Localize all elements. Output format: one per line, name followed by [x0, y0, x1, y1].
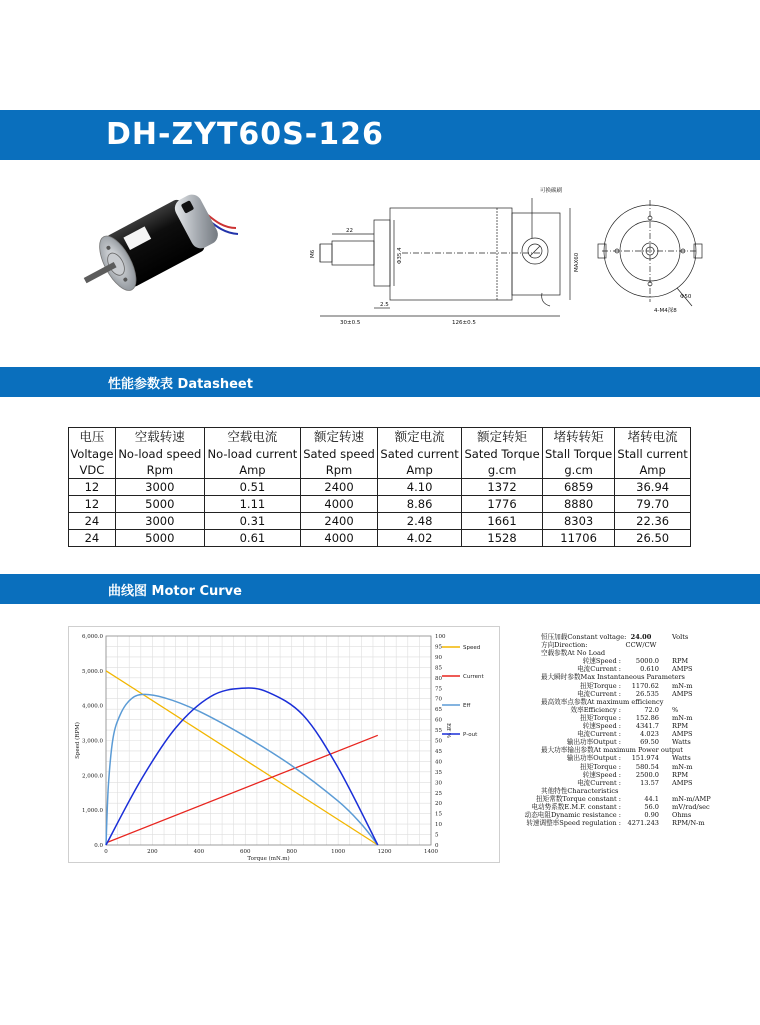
header-cell: Rpm [301, 462, 378, 479]
y2-tick-label: 90 [435, 654, 442, 661]
param-value: 4.023 [640, 730, 659, 739]
param-row [541, 714, 741, 722]
chart-svg [69, 627, 499, 862]
table-cell: 36.94 [615, 479, 691, 496]
param-unit: AMPS [672, 665, 693, 674]
param-unit: mN-m/AMP [672, 794, 711, 803]
table-cell: 1372 [462, 479, 543, 496]
param-label: 转速调整率Speed regulation : [526, 819, 621, 828]
param-unit: RPM [672, 657, 689, 666]
y2-tick-label: 100 [435, 634, 446, 640]
param-label: 其他特性Characteristics [541, 786, 619, 795]
y2-tick-label: 95 [435, 644, 442, 651]
drawing-label-phi50: Φ50 [680, 294, 692, 300]
param-value: 0.610 [640, 665, 659, 674]
param-unit: Watts [672, 754, 691, 763]
table-cell: 5000 [115, 496, 204, 513]
table-cell: 12 [69, 479, 116, 496]
param-label: 电流Current : [577, 689, 621, 698]
motor-curve-chart [68, 626, 500, 863]
header-cell: 堵转转矩 [542, 428, 614, 447]
y2-tick-label: 55 [435, 728, 442, 735]
y2-tick-label: 65 [435, 707, 442, 714]
param-row [531, 802, 741, 811]
param-unit: mN-m [672, 681, 693, 690]
param-label: 电动势系数E.M.F. constant : [531, 802, 621, 811]
param-row [541, 682, 741, 690]
param-row [541, 771, 741, 779]
y-tick-label: 6,000.0 [82, 634, 103, 640]
param-unit: mV/rad/sec [672, 802, 710, 811]
param-value: 56.0 [644, 802, 659, 811]
header-cell: No-load speed [115, 446, 204, 462]
drawing-label-brush: 可换碳刷 [540, 188, 563, 194]
table-cell: 8880 [542, 496, 614, 513]
header-cell: 堵转电流 [615, 428, 691, 447]
drawing-label-m6: M6 [310, 249, 316, 258]
param-value: 151.974 [631, 754, 659, 763]
param-unit: mN-m [672, 762, 693, 771]
table-cell: 11706 [542, 530, 614, 547]
param-label: 最大功率输出参数At maximum Power output [541, 746, 683, 755]
header-cell: 空载转速 [115, 428, 204, 447]
table-cell: 22.36 [615, 513, 691, 530]
param-value: CCW/CW [625, 641, 657, 650]
table-cell: 4.02 [378, 530, 462, 547]
param-row [541, 698, 741, 706]
param-row [541, 779, 741, 787]
table-cell: 4000 [301, 530, 378, 547]
param-row [541, 722, 741, 730]
param-value: 26.535 [635, 689, 659, 698]
header-row-cn [69, 428, 691, 447]
x-tick-label: 0 [104, 849, 108, 855]
header-cell: Stall current [615, 446, 691, 462]
x-tick-label: 600 [240, 849, 251, 855]
table-cell: 0.61 [204, 530, 300, 547]
series-line-speed [106, 671, 378, 845]
param-label: 扭矩Torque : [580, 762, 621, 771]
drawing-label-m4: 4-M4深8 [654, 308, 677, 314]
table-cell: 8.86 [378, 496, 462, 513]
param-label: 最大瞬时参数Max Instantaneous Parameters [541, 673, 685, 682]
param-row [541, 787, 741, 795]
param-unit: Ohms [672, 811, 692, 820]
header-cell: Stall Torque [542, 446, 614, 462]
param-value: 152.86 [635, 713, 659, 722]
param-row [541, 673, 741, 681]
header-cell: 空载电流 [204, 428, 300, 447]
y2-tick-label: 45 [435, 748, 442, 755]
header-row-unit [69, 462, 691, 479]
y-tick-label: 3,000.0 [82, 738, 103, 745]
y2-tick-label: 30 [435, 780, 442, 787]
title-banner [0, 110, 760, 160]
table-cell: 4.10 [378, 479, 462, 496]
param-unit: AMPS [672, 689, 693, 698]
y2-tick-label: 35 [435, 769, 442, 776]
header-cell: Sated current [378, 446, 462, 462]
param-unit: AMPS [672, 778, 693, 787]
y-tick-label: 4,000.0 [82, 703, 103, 710]
table-cell: 5000 [115, 530, 204, 547]
param-value: 69.50 [640, 738, 659, 747]
x-tick-label: 1200 [377, 849, 392, 855]
param-unit: RPM [672, 722, 689, 731]
param-row [524, 811, 741, 820]
param-row [541, 641, 741, 649]
param-unit: RPM/N-m [672, 819, 705, 828]
table-cell: 24 [69, 513, 116, 530]
param-label: 空载参数At No Load [541, 649, 606, 658]
header-cell: 额定转矩 [462, 428, 543, 447]
param-row [541, 649, 741, 657]
y-tick-label: 0.0 [94, 843, 103, 849]
header-cell: No-load current [204, 446, 300, 462]
param-label: 动态电阻Dynamic resistance : [524, 811, 621, 820]
table-row [69, 496, 691, 513]
motor-curve-banner [0, 574, 760, 604]
table-cell: 0.51 [204, 479, 300, 496]
parameters-panel [524, 633, 741, 828]
table-cell: 4000 [301, 496, 378, 513]
x-axis-label: Torque (mN.m) [247, 856, 290, 862]
table-cell: 12 [69, 496, 116, 513]
datasheet-heading: 性能参数表 Datasheet [108, 377, 253, 392]
param-unit: Volts [672, 633, 689, 641]
y2-tick-label: 25 [435, 790, 442, 797]
table-cell: 1528 [462, 530, 543, 547]
header-cell: Sated speed [301, 446, 378, 462]
x-tick-label: 800 [286, 849, 297, 855]
datasheet-table [68, 427, 691, 547]
drawing-label-max60: MAX60 [574, 252, 580, 272]
param-label: 转速Speed : [582, 657, 621, 666]
param-label: 方向Direction: [541, 641, 588, 650]
x-tick-label: 1000 [331, 849, 346, 855]
header-cell: 电压 [69, 428, 116, 447]
param-label: 转速Speed : [582, 722, 621, 731]
header-cell: g.cm [462, 462, 543, 479]
y2-tick-label: 70 [435, 696, 442, 703]
technical-drawing [302, 178, 712, 328]
param-label: 效率Efficiency : [570, 705, 621, 714]
drawing-label-126: 126±0.5 [452, 320, 476, 326]
param-label: 电流Current : [577, 778, 621, 787]
param-value: 44.1 [644, 794, 659, 803]
table-cell: 1776 [462, 496, 543, 513]
y-tick-label: 2,000.0 [82, 773, 103, 780]
y2-tick-label: 20 [435, 801, 442, 808]
y2-tick-label: 0 [435, 843, 439, 849]
table-cell: 2400 [301, 479, 378, 496]
param-label: 输出功率Output : [566, 754, 621, 763]
param-row [541, 706, 741, 714]
table-cell: 24 [69, 530, 116, 547]
table-cell: 1661 [462, 513, 543, 530]
datasheet-banner [0, 367, 760, 397]
param-value: 13.57 [640, 778, 659, 787]
drawing-label-phi35: Φ35.4 [397, 247, 403, 264]
param-row [541, 657, 741, 665]
param-row [541, 754, 741, 762]
drawing-label-2-5: 2.5 [380, 302, 389, 308]
motor-photo [68, 168, 248, 318]
table-cell: 2.48 [378, 513, 462, 530]
param-value: 24.00 [630, 633, 652, 641]
motor-curve-heading: 曲线图 Motor Curve [108, 584, 242, 599]
param-label: 电流Current : [577, 665, 621, 674]
table-cell: 6859 [542, 479, 614, 496]
y-tick-label: 5,000.0 [82, 668, 103, 675]
y2-tick-label: 10 [435, 822, 442, 829]
param-label: 电流Current : [577, 730, 621, 739]
table-cell: 8303 [542, 513, 614, 530]
y2-tick-label: 15 [435, 811, 442, 818]
table-cell: 3000 [115, 513, 204, 530]
x-tick-label: 200 [147, 849, 158, 855]
x-tick-label: 1400 [424, 849, 438, 855]
header-cell: 额定电流 [378, 428, 462, 447]
param-unit: mN-m [672, 713, 693, 722]
param-row [541, 730, 741, 738]
param-label: 恒压加载Constant voltage: [541, 633, 627, 641]
param-value: 1170.62 [631, 681, 659, 690]
table-cell: 3000 [115, 479, 204, 496]
series-line-current [106, 735, 378, 843]
drawing-label-30: 30±0.5 [340, 320, 361, 326]
legend-label-speed: Speed [463, 645, 481, 651]
table-row [69, 513, 691, 530]
drawing-label-22: 22 [346, 228, 353, 234]
param-value: 5000.0 [635, 657, 659, 666]
param-value: 0.90 [644, 811, 659, 820]
param-row [541, 633, 741, 641]
x-tick-label: 400 [193, 849, 205, 855]
param-unit: % [672, 705, 679, 714]
y2-tick-label: 5 [435, 832, 439, 839]
table-cell: 2400 [301, 513, 378, 530]
param-row [541, 690, 741, 698]
y2-tick-label: 80 [435, 675, 442, 682]
param-value: 580.54 [635, 762, 659, 771]
series-line-p-out [106, 688, 378, 845]
legend-label-current: Current [463, 674, 484, 680]
param-label: 扭矩Torque : [580, 713, 621, 722]
y2-tick-label: 85 [435, 665, 442, 672]
param-label: 转速Speed : [582, 770, 621, 779]
y2-tick-label: 50 [435, 738, 442, 745]
header-cell: Amp [378, 462, 462, 479]
header-cell: Voltage [70, 447, 114, 461]
y2-tick-label: 40 [435, 759, 442, 766]
param-value: 4341.7 [635, 722, 659, 731]
header-cell: Rpm [115, 462, 204, 479]
header-cell: Sated Torque [462, 446, 543, 462]
param-value: 2500.0 [635, 770, 659, 779]
param-value: 72.0 [644, 705, 659, 714]
param-row [536, 794, 741, 803]
param-unit: AMPS [672, 730, 693, 739]
param-row [541, 763, 741, 771]
header-cell: 额定转速 [301, 428, 378, 447]
header-cell: Amp [615, 462, 691, 479]
y-axis-label: Speed (RPM) [75, 722, 81, 759]
param-label: 输出功率Output : [566, 738, 621, 747]
table-cell: 0.31 [204, 513, 300, 530]
y2-axis-label: Eff % [445, 723, 451, 738]
param-unit: RPM [672, 770, 689, 779]
y-tick-label: 1,000.0 [82, 808, 103, 815]
param-value: 4271.243 [627, 819, 659, 828]
table-cell: 26.50 [615, 530, 691, 547]
param-label: 扭矩常数Torque constant : [536, 794, 621, 803]
header-cell: Amp [204, 462, 300, 479]
legend-label-eff: Eff [463, 703, 471, 709]
param-label: 扭矩Torque : [580, 681, 621, 690]
param-row [526, 819, 741, 828]
table-cell: 1.11 [204, 496, 300, 513]
product-title: DH-ZYT60S-126 [106, 117, 384, 152]
header-row-en [69, 446, 691, 462]
table-cell: 79.70 [615, 496, 691, 513]
header-cell: VDC [69, 462, 116, 479]
legend-label-p-out: P-out [463, 732, 478, 738]
table-row [69, 479, 691, 496]
param-label: 最高效率点参数At maximum efficiency [541, 697, 664, 706]
param-unit: Watts [672, 738, 691, 747]
header-cell: g.cm [542, 462, 614, 479]
y2-tick-label: 75 [435, 686, 442, 693]
y2-tick-label: 60 [435, 717, 442, 724]
table-row [69, 530, 691, 547]
